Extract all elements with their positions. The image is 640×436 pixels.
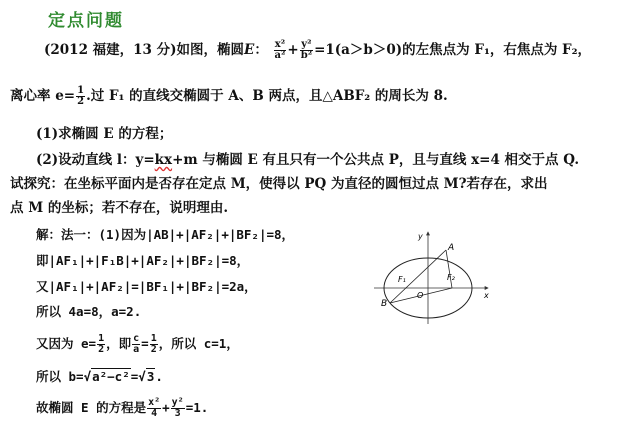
eccentricity-label: 离心率 e= [10, 88, 76, 104]
fraction-y2-b2 [300, 40, 313, 61]
fraction-numerator: x² [148, 397, 161, 408]
fraction-denominator: a² [274, 50, 286, 61]
fraction-denominator: 2 [77, 96, 85, 107]
fraction-numerator: y² [301, 39, 312, 50]
question-2-rest: +m 与椭圆 E 有且只有一个公共点 P，且与直线 x=4 相交于点 Q. [172, 152, 580, 168]
fraction-denominator: 3 [174, 408, 181, 419]
plus-sign: + [287, 42, 299, 58]
fraction [132, 334, 140, 355]
fraction-numerator: 1 [98, 333, 105, 344]
x-axis-label: x [484, 291, 489, 300]
problem-condition: .过 F₁ 的直线交椭圆于 A、B 两点，且△ABF₂ 的周长为 8. [86, 88, 448, 104]
solution-line-4: 所以 4a=8，a=2. [36, 304, 142, 319]
fraction-numerator: c [133, 333, 140, 344]
problem-line-5: 点 M 的坐标；若不存在，说明理由. [10, 200, 229, 216]
plus-sign: + [162, 400, 170, 415]
question-2 [36, 150, 579, 170]
problem-line-4: 试探究：在坐标平面内是否存在定点 M，使得以 PQ 为直径的圆恒过点 M?若存在，求出 [10, 176, 548, 192]
point-a-label: A [448, 243, 455, 253]
problem-line-2 [10, 86, 448, 107]
solution-line-3: 又|AF₁|+|AF₂|=|BF₁|+|BF₂|=2a， [36, 279, 257, 294]
fraction [97, 334, 105, 355]
fraction-denominator: a [133, 344, 140, 355]
solution-line-6: 所以 b=√a²−c²=√3. [36, 369, 163, 384]
kx-term: kx [154, 152, 173, 168]
fraction-denominator: 2 [98, 344, 105, 355]
ellipse-figure [370, 226, 500, 326]
question-1: (1)求椭圆 E 的方程； [36, 126, 173, 142]
fraction-half [76, 86, 85, 107]
text: 又因为 e= [36, 336, 97, 351]
fraction [171, 398, 185, 419]
fraction-numerator: 1 [150, 333, 157, 344]
point-b-label: B [381, 299, 388, 309]
radicand: 3 [146, 369, 155, 384]
solution-line-5 [36, 334, 239, 355]
problem-line-1 [44, 40, 591, 61]
text: = [141, 336, 149, 351]
fraction-denominator: b² [300, 50, 313, 61]
focus-f2-label: F₂ [447, 273, 455, 282]
solution-line-2: 即|AF₁|+|F₁B|+|AF₂|+|BF₂|=8， [36, 253, 250, 268]
fraction-x2-a2 [274, 40, 287, 61]
origin-label: O [417, 291, 424, 300]
fraction-denominator: 4 [151, 408, 158, 419]
fraction-denominator: 2 [150, 344, 157, 355]
section-heading: 定点问题 [48, 11, 124, 31]
question-2-intro: (2)设动直线 l：y= [36, 152, 155, 168]
text: ，即 [106, 336, 132, 351]
text: =1. [185, 400, 209, 415]
radicand: a²−c² [92, 369, 130, 384]
fraction-numerator: 1 [77, 85, 85, 96]
segment-af2 [446, 250, 452, 288]
fraction [150, 334, 158, 355]
colon: ： [254, 42, 268, 58]
fraction [147, 398, 161, 419]
solution-line-7 [36, 398, 208, 419]
y-axis-label: y [418, 232, 423, 241]
solution-line-1: 解：法一：(1)因为|AB|+|AF₂|+|BF₂|=8， [36, 227, 295, 242]
text: 故椭圆 E 的方程是 [36, 400, 147, 415]
text: = [130, 369, 139, 384]
fraction-numerator: y² [171, 397, 184, 408]
focus-f1-label: F₁ [398, 275, 406, 284]
ellipse-name: E [244, 42, 255, 58]
text: ，所以 c=1， [158, 336, 239, 351]
problem-intro: (2012 福建，13 分)如图，椭圆 [44, 42, 245, 58]
text: . [155, 369, 163, 384]
text: 所以 b= [36, 369, 84, 384]
equation-rest: =1(a＞b＞0)的左焦点为 F₁，右焦点为 F₂， [314, 42, 592, 58]
fraction-numerator: x² [274, 39, 286, 50]
